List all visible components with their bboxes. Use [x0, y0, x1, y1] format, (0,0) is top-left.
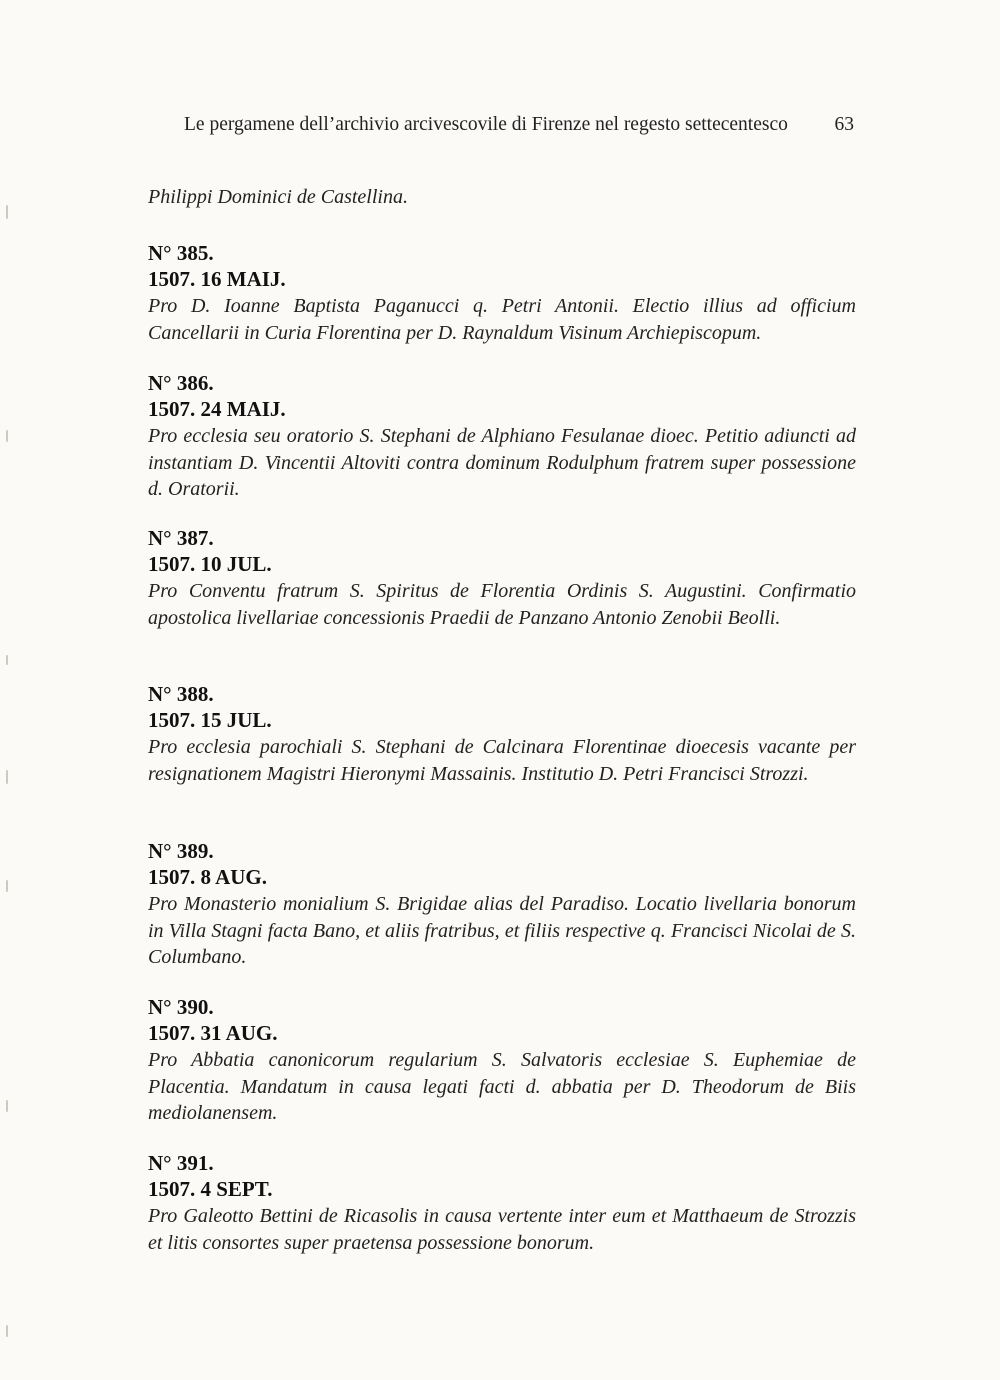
scan-margin-mark	[6, 205, 8, 219]
entry-description: Pro Monasterio monialium S. Brigidae alias del Paradiso. Locatio livellaria bonorum in Villa Stagni facta Bano, et aliis fratribus, et filiis respective q. Francisci Nicolai de S. Columbano.	[148, 893, 856, 968]
entry-387	[148, 525, 856, 631]
entry-number: N° 388.	[148, 682, 214, 706]
entry-385	[148, 240, 856, 346]
entry-description: Pro ecclesia parochiali S. Stephani de Calcinara Florentinae dioecesis vacante per resignationem Magistri Hieronymi Massainis. Institutio D. Petri Francisci Strozzi.	[148, 736, 856, 785]
scan-margin-mark	[6, 430, 8, 442]
entry-date: 1507. 31 AUG.	[148, 1021, 278, 1045]
entry-date: 1507. 8 AUG.	[148, 865, 268, 889]
scan-margin-mark	[6, 1100, 8, 1112]
entry-date: 1507. 10 JUL.	[148, 552, 272, 576]
entry-number: N° 385.	[148, 241, 214, 265]
scan-margin-mark	[6, 880, 8, 892]
entry-date: 1507. 16 MAIJ.	[148, 267, 286, 291]
entry-date: 1507. 15 JUL.	[148, 708, 272, 732]
entry-386	[148, 370, 856, 503]
page-number: 63	[834, 114, 854, 135]
entry-389	[148, 838, 856, 971]
entry-391	[148, 1150, 856, 1256]
entry-number: N° 391.	[148, 1151, 214, 1175]
scan-margin-mark	[6, 655, 8, 665]
entry-description: Pro D. Ioanne Baptista Paganucci q. Petri Antonii. Electio illius ad officium Cancellarii in Curia Florentina per D. Raynaldum Visinum Archiepiscopum.	[148, 295, 856, 344]
entry-description: Pro ecclesia seu oratorio S. Stephani de Alphiano Fesulanae dioec. Petitio adiuncti ad instantiam D. Vincentii Altoviti contra dominum Rodulphum fratrem super possessione d. Oratorii.	[148, 425, 856, 500]
scan-margin-mark	[6, 770, 8, 784]
continuation-text: Philippi Dominici de Castellina.	[148, 186, 408, 208]
entry-number: N° 386.	[148, 371, 214, 395]
entry-388	[148, 681, 856, 787]
entry-number: N° 389.	[148, 839, 214, 863]
entry-description: Pro Conventu fratrum S. Spiritus de Florentia Ordinis S. Augustini. Confirmatio apostolica livellariae concessionis Praedii de Panzano Antonio Zenobii Beolli.	[148, 580, 856, 629]
entry-number: N° 387.	[148, 526, 214, 550]
entry-description: Pro Galeotto Bettini de Ricasolis in causa vertente inter eum et Matthaeum de Strozzis et litis consortes super praetensa possessione bonorum.	[148, 1205, 856, 1254]
scan-margin-mark	[6, 1325, 8, 1337]
entry-date: 1507. 24 MAIJ.	[148, 397, 286, 421]
running-header	[184, 114, 854, 136]
entry-description: Pro Abbatia canonicorum regularium S. Salvatoris ecclesiae S. Euphemiae de Placentia. Mandatum in causa legati facti d. abbatia per D. Theodorum de Biis mediolanensem.	[148, 1049, 856, 1124]
entry-number: N° 390.	[148, 995, 214, 1019]
entry-390	[148, 994, 856, 1127]
entry-date: 1507. 4 SEPT.	[148, 1177, 273, 1201]
header-title: Le pergamene dell’archivio arcivescovile di Firenze nel regesto settecentesco	[184, 114, 788, 135]
